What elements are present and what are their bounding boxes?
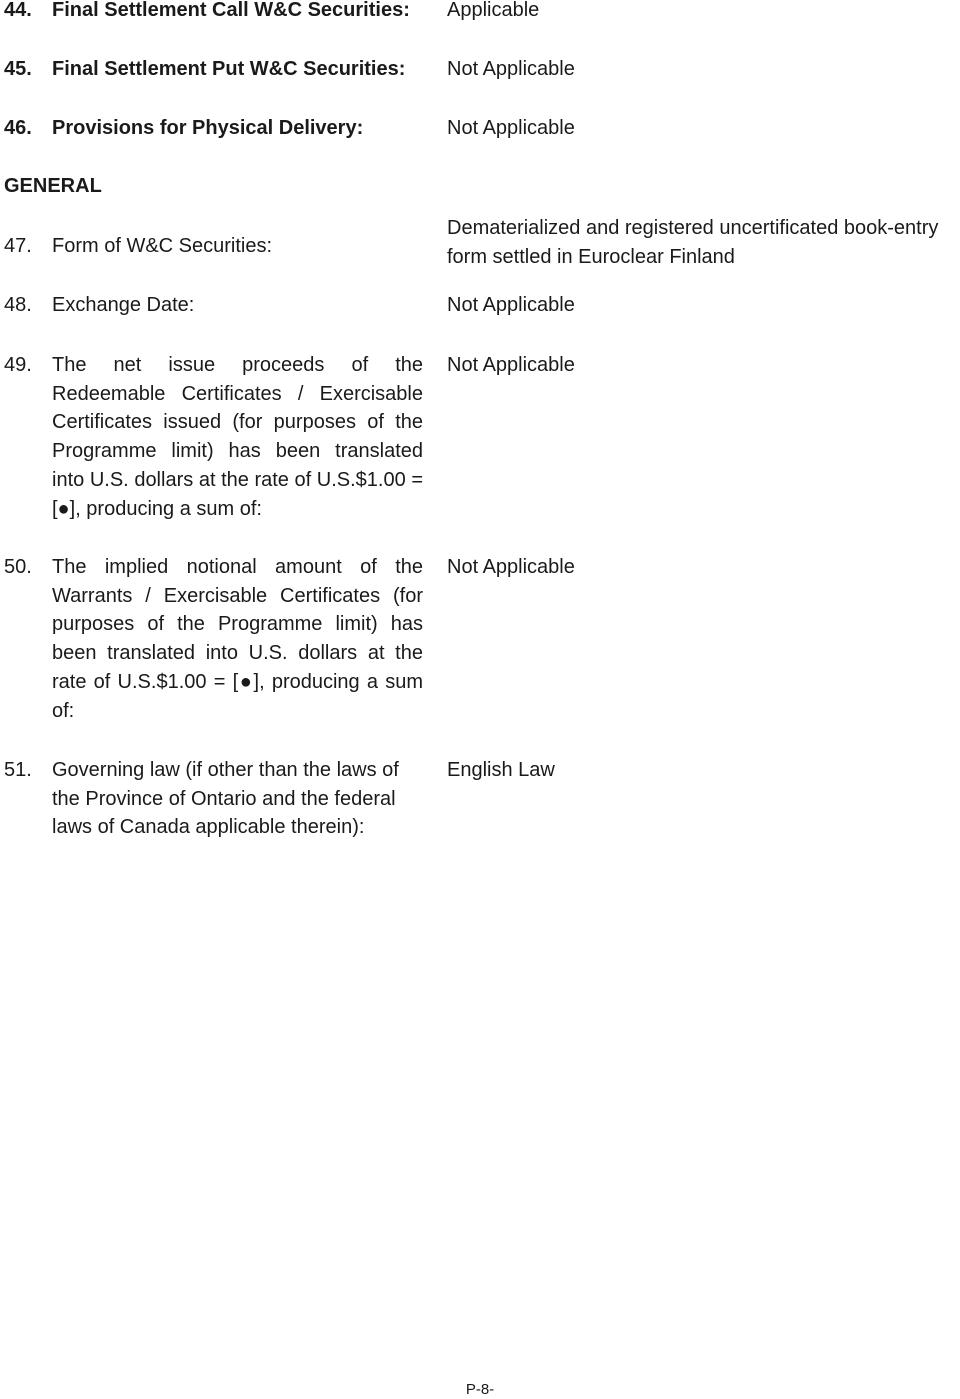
item-value: Not Applicable (447, 294, 575, 316)
item-label: Provisions for Physical Delivery: (52, 117, 364, 139)
item-number: 51. (4, 759, 32, 781)
item-value: Not Applicable (447, 117, 575, 139)
item-value: Applicable (447, 0, 540, 21)
section-heading: GENERAL (4, 175, 102, 197)
item-label: The net issue proceeds of the Redeemable Certificates / Exercisable Certificates issued (for purposes of the Programme limit) has been translated into U.S. dollars at the rate of U.S.$1.00 = [●], producing a sum of: (52, 354, 423, 520)
item-number: 48. (4, 294, 32, 316)
item-label: Governing law (if other than the laws of the Province of Ontario and the federal laws of Canada applicable therein): (52, 759, 399, 839)
item-number: 50. (4, 556, 32, 578)
item-label: Final Settlement Put W&C Securities: (52, 58, 406, 80)
item-value: Not Applicable (447, 58, 575, 80)
item-value: English Law (447, 759, 555, 781)
item-number: 49. (4, 354, 32, 376)
page-number: P-8- (465, 1381, 495, 1398)
item-label: The implied notional amount of the Warrants / Exercisable Certificates (for purposes of the Programme limit) has been translated into U.S. dollars at the rate of U.S.$1.00 = [●], producing a sum of: (52, 556, 423, 722)
item-number: 44. (4, 0, 32, 21)
item-label: Exchange Date: (52, 294, 195, 316)
item-number: 45. (4, 58, 32, 80)
item-value: Not Applicable (447, 354, 575, 376)
item-number: 47. (4, 235, 32, 257)
item-label: Form of W&C Securities: (52, 235, 273, 257)
item-value: Not Applicable (447, 556, 575, 578)
item-label: Final Settlement Call W&C Securities: (52, 0, 410, 21)
item-number: 46. (4, 117, 32, 139)
item-value: Dematerialized and registered uncertificated book-entry form settled in Euroclear Finland (447, 217, 939, 268)
